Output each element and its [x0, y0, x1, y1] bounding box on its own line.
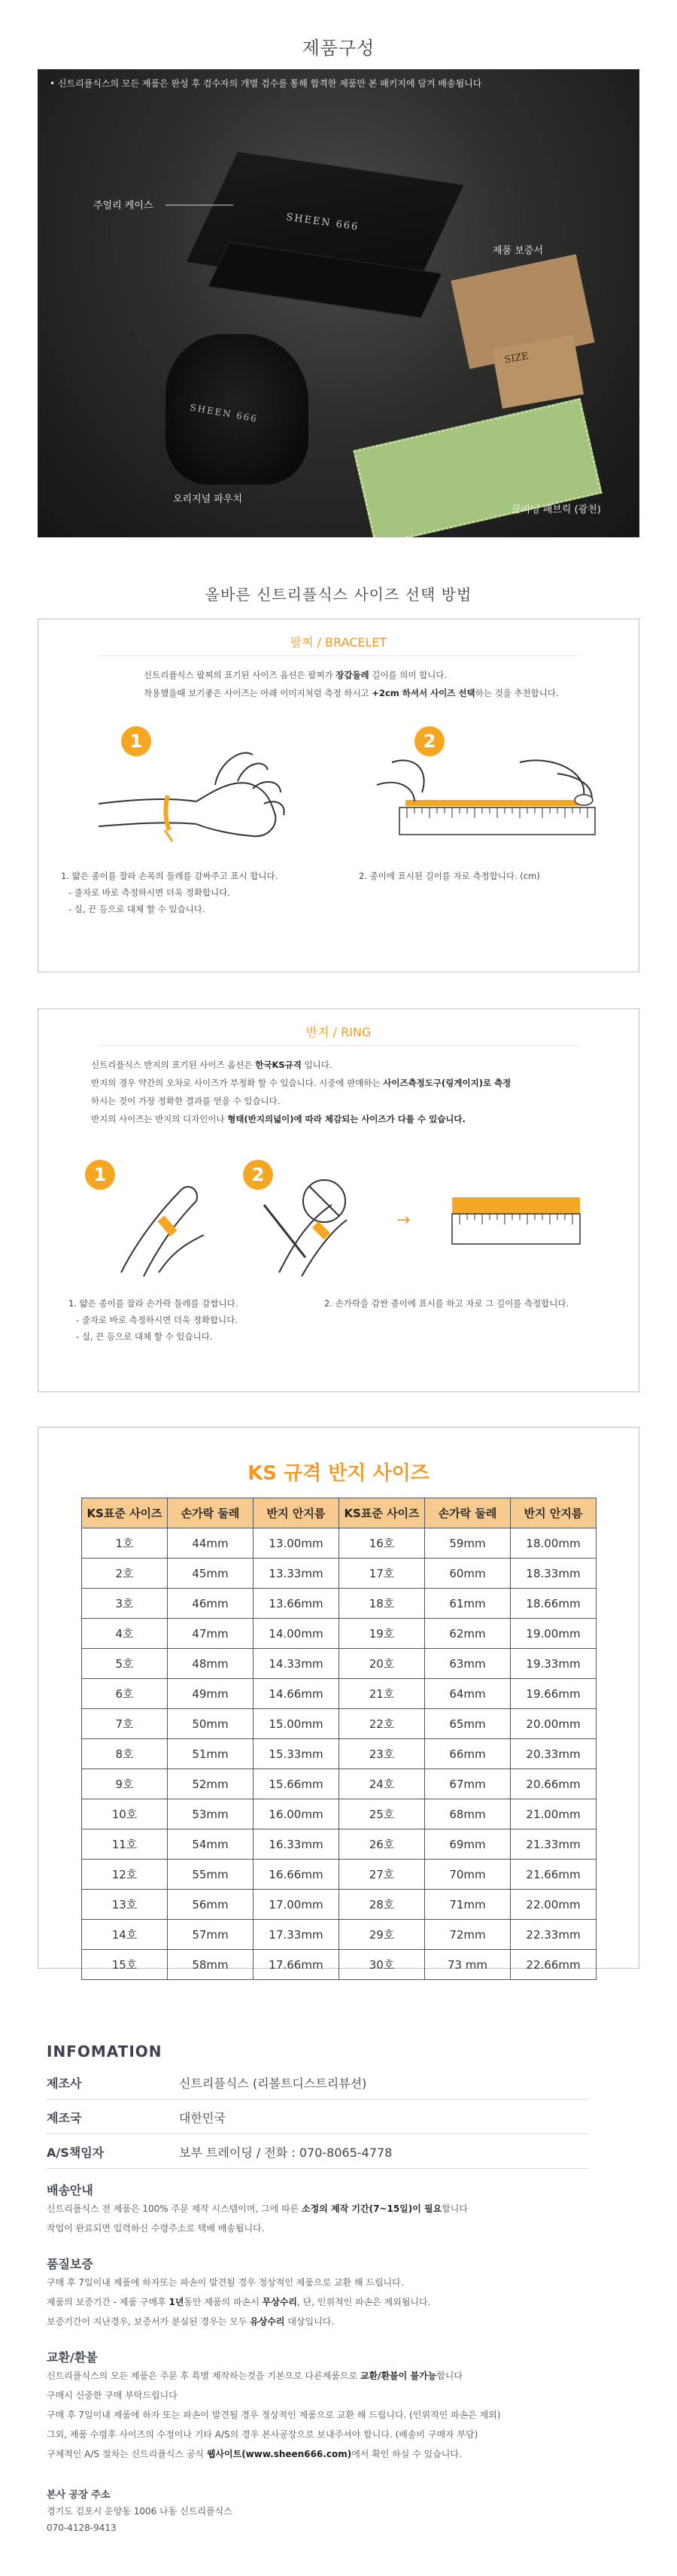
table-cell: 20.33mm [511, 1739, 597, 1769]
text-bold: 유상수리 [250, 2316, 285, 2327]
table-cell: 66mm [425, 1739, 511, 1769]
table-cell: 4호 [82, 1619, 168, 1649]
text: 하는 것을 추천합니다. [475, 688, 559, 698]
table-cell: 45mm [168, 1559, 253, 1589]
callout-warranty: 제품 보증서 [493, 245, 543, 257]
text: 길이를 의미 합니다. [369, 670, 448, 680]
text: - 실, 끈 등으로 대체 할 수 있습니다. [76, 1331, 213, 1342]
shipping-body [47, 2199, 618, 2238]
table-cell: 15.66mm [253, 1769, 339, 1799]
table-row [82, 1890, 597, 1920]
table-row [82, 1829, 597, 1860]
table-cell: 17.66mm [253, 1950, 339, 1980]
table-cell: 19호 [339, 1619, 425, 1649]
exchange-title: 교환/환불 [47, 2350, 98, 2365]
table-cell: 15.33mm [253, 1739, 339, 1769]
ring-heading: 반지 / RING [305, 1025, 372, 1039]
table-cell: 67mm [425, 1769, 511, 1799]
pouch-logo: SHEEN 666 [189, 402, 259, 424]
table-cell: 46mm [168, 1589, 253, 1619]
arrow-icon: → [396, 1211, 411, 1230]
quality-title: 품질보증 [47, 2257, 93, 2271]
table-cell: 10호 [82, 1799, 168, 1829]
wrist-illustration [83, 732, 309, 853]
composition-notice: • 신트리플식스의 모든 제품은 완성 후 검수자의 개별 검수를 통해 합격한 제품만 본 패키지에 담겨 배송됩니다 [50, 78, 482, 89]
paper-ruler-illustration [445, 1182, 595, 1258]
ring-intro [91, 1056, 618, 1128]
text: 1. 얇은 종이를 잘라 손가락 둘레를 감쌉니다. [68, 1298, 238, 1309]
text: 하시는 것이 가장 정확한 결과를 얻을 수 있습니다. [91, 1096, 281, 1106]
table-cell: 3호 [82, 1589, 168, 1619]
table-cell: 26호 [339, 1829, 425, 1860]
text-bold: 웹사이트(www.sheen666.com) [206, 2449, 352, 2459]
case-logo: SHEEN 666 [285, 211, 360, 233]
info-value: 보부 트레이딩 / 전화 : 070-8065-4778 [179, 2146, 393, 2160]
table-cell: 18.33mm [511, 1559, 597, 1589]
table-cell: 55mm [168, 1860, 253, 1890]
bracelet-heading: 팔찌 / BRACELET [290, 635, 387, 649]
information-section [47, 2042, 633, 2533]
table-row [82, 1528, 597, 1559]
table-cell: 23호 [339, 1739, 425, 1769]
table-cell: 19.66mm [511, 1679, 597, 1709]
table-cell: 15호 [82, 1950, 168, 1980]
text: 신트리플식스 전 제품은 100% 주문 제작 시스템이며, 그에 따른 [47, 2203, 302, 2214]
table-cell: 47mm [168, 1619, 253, 1649]
table-cell: 61mm [425, 1589, 511, 1619]
text: 착용했을때 보기좋은 사이즈는 아래 이미지처럼 측정 하시고 [144, 688, 372, 698]
table-cell: 20호 [339, 1649, 425, 1679]
table-row [82, 1709, 597, 1739]
table-cell: 21.66mm [511, 1860, 597, 1890]
composition-title: 제품구성 [302, 38, 375, 59]
table-cell: 72mm [425, 1920, 511, 1950]
table-cell: 65mm [425, 1709, 511, 1739]
table-cell: 22.66mm [511, 1950, 597, 1980]
table-cell: 59mm [425, 1528, 511, 1559]
size-card-text: SIZE [503, 350, 530, 366]
text: , 단, 인위적인 파손은 제외됩니다. [297, 2297, 431, 2307]
table-cell: 16.00mm [253, 1799, 339, 1829]
table-row [82, 1619, 597, 1649]
table-cell: 2호 [82, 1559, 168, 1589]
text: 1. 얇은 종이를 잘라 손목의 둘레를 감싸주고 표시 합니다. [61, 871, 278, 881]
table-cell: 16.33mm [253, 1829, 339, 1860]
table-cell: 22.33mm [511, 1920, 597, 1950]
column-header: KS표준 사이즈 [339, 1498, 425, 1528]
shipping-title: 배송안내 [47, 2183, 93, 2197]
text-bold: +2cm 하셔서 사이즈 선택 [372, 688, 475, 698]
table-cell: 20.00mm [511, 1709, 597, 1739]
table-cell: 73 mm [425, 1950, 511, 1980]
text: 반지의 경우 약간의 오차로 사이즈가 부정확 할 수 있습니다. 시중에 판매하는 [91, 1078, 384, 1088]
factory-body [47, 2503, 618, 2536]
table-cell: 21.33mm [511, 1829, 597, 1860]
column-header: 손가락 둘레 [425, 1498, 511, 1528]
table-cell: 14.66mm [253, 1679, 339, 1709]
callout-pouch: 오리지널 파우치 [173, 494, 243, 505]
table-row [82, 1739, 597, 1769]
ks-size-table [81, 1498, 597, 1980]
table-cell: 13.33mm [253, 1559, 339, 1589]
text: 구체적인 A/S 절차는 신트리플식스 공식 [47, 2449, 207, 2459]
table-cell: 24호 [339, 1769, 425, 1799]
table-row [82, 1920, 597, 1950]
text-bold: 1년 [168, 2297, 184, 2307]
factory-phone: 070-4128-9413 [47, 2523, 117, 2533]
table-cell: 48mm [168, 1649, 253, 1679]
table-cell: 18.00mm [511, 1528, 597, 1559]
info-label: 제조사 [47, 2076, 82, 2091]
table-cell: 52mm [168, 1769, 253, 1799]
table-cell: 15.00mm [253, 1709, 339, 1739]
text-bold: 한국KS규격 [255, 1060, 302, 1070]
table-cell: 14.00mm [253, 1619, 339, 1649]
table-cell: 6호 [82, 1679, 168, 1709]
table-cell: 49mm [168, 1679, 253, 1709]
table-cell: 21.00mm [511, 1799, 597, 1829]
table-cell: 16.66mm [253, 1860, 339, 1890]
table-row [82, 1679, 597, 1709]
table-cell: 14.33mm [253, 1649, 339, 1679]
info-row-as-manager [47, 2136, 588, 2169]
table-cell: 25호 [339, 1799, 425, 1829]
factory-address: 경기도 김포시 운양동 1006 나동 신트리플식스 [47, 2506, 232, 2517]
text: 작업이 완료되면 입력하신 수령주소로 택배 배송됩니다. [47, 2223, 265, 2234]
table-cell: 11호 [82, 1829, 168, 1860]
text: 신트리플식스의 모든 제품은 주문 후 특별 제작하는것을 기본으로 다른제품으로 [47, 2371, 360, 2381]
info-value: 신트리플식스 (리볼트디스트리뷰션) [179, 2076, 367, 2091]
text: 구매시 신중한 구매 부탁드립니다 [47, 2390, 178, 2401]
column-header: KS표준 사이즈 [82, 1498, 168, 1528]
info-label: 제조국 [47, 2111, 82, 2125]
table-cell: 69mm [425, 1829, 511, 1860]
table-cell: 68mm [425, 1799, 511, 1829]
table-cell: 28호 [339, 1890, 425, 1920]
text: 합니다 [442, 2203, 468, 2214]
ks-table-title: KS 규격 반지 사이즈 [247, 1462, 430, 1485]
text: 신트리플식스 반지의 표기된 사이즈 옵션은 [91, 1060, 256, 1070]
step-1-badge: 1 [85, 1160, 115, 1190]
table-cell: 20.66mm [511, 1769, 597, 1799]
table-cell: 21호 [339, 1679, 425, 1709]
text: 신트리플식스 팔찌의 표기된 사이즈 옵션은 팔찌가 [144, 670, 336, 680]
table-row [82, 1589, 597, 1619]
text-bold: 형태(반지의넓이)에 따라 체감되는 사이즈가 다를 수 있습니다. [227, 1114, 466, 1124]
text: 합니다 [436, 2371, 463, 2381]
text: - 줄자로 바로 측정하시면 더욱 정확합니다. [76, 1315, 238, 1325]
table-cell: 8호 [82, 1739, 168, 1769]
column-header: 손가락 둘레 [168, 1498, 253, 1528]
ring-panel [38, 1008, 639, 1392]
text: 보증기간이 지난경우, 보증서가 분실된 경우는 모두 [47, 2316, 250, 2327]
table-cell: 62mm [425, 1619, 511, 1649]
table-header-row [82, 1498, 597, 1528]
table-row [82, 1950, 597, 1980]
factory-title: 본사 공장 주소 [47, 2489, 111, 2501]
text-bold: 소정의 제작 기간(7~15일)이 필요 [302, 2203, 442, 2214]
divider [99, 1045, 578, 1046]
table-cell: 1호 [82, 1528, 168, 1559]
table-cell: 18.66mm [511, 1589, 597, 1619]
text: 제품의 보증기간 - 제품 구매후 [47, 2297, 169, 2307]
info-value: 대한민국 [179, 2111, 226, 2125]
table-cell: 22.00mm [511, 1890, 597, 1920]
table-cell: 7호 [82, 1709, 168, 1739]
info-label: A/S책임자 [47, 2146, 105, 2160]
text: 구매 후 7일이내 제품에 하자또는 파손이 발견될 경우 정상적인 제품으로 교환 해 드립니다. [47, 2277, 404, 2288]
table-cell: 54mm [168, 1829, 253, 1860]
text-bold: 교환/환불이 불가능 [360, 2371, 437, 2381]
table-cell: 17.00mm [253, 1890, 339, 1920]
text: 반지의 사이즈는 반지의 디자인이나 [91, 1114, 228, 1124]
text: 구매 후 7일이내 제품에 하자 또는 파손이 발견될 경우 정상적인 제품으로 교환 해 드립니다. (인위적인 파손은 제외) [47, 2410, 501, 2420]
table-cell: 16호 [339, 1528, 425, 1559]
ruler-illustration [369, 732, 618, 853]
text: - 실, 끈 등으로 대체 할 수 있습니다. [68, 904, 205, 914]
text: 동안 제품의 파손시 [184, 2297, 263, 2307]
bracelet-step1-note [61, 868, 278, 917]
info-row-manufacturer [47, 2067, 588, 2100]
cleaning-cloth [353, 398, 602, 537]
table-cell: 57mm [168, 1920, 253, 1950]
text-bold: 장갑둘레 [335, 670, 369, 680]
table-cell: 44mm [168, 1528, 253, 1559]
column-header: 반지 안지름 [253, 1498, 339, 1528]
table-cell: 70mm [425, 1860, 511, 1890]
table-cell: 53mm [168, 1799, 253, 1829]
table-cell: 30호 [339, 1950, 425, 1980]
text: 입니다. [301, 1060, 332, 1070]
table-cell: 17호 [339, 1559, 425, 1589]
info-row-country [47, 2101, 588, 2134]
table-cell: 27호 [339, 1860, 425, 1890]
mark-illustration [234, 1160, 384, 1280]
table-cell: 56mm [168, 1890, 253, 1920]
table-cell: 5호 [82, 1649, 168, 1679]
text: 그외, 제품 수령후 사이즈의 수정이나 기타 A/S의 경우 본사공장으로 보내주셔야 합니다. (배송비 구매자 부담) [47, 2429, 478, 2440]
text-bold: 사이즈측정도구(링게이지)로 측정 [383, 1078, 512, 1088]
table-cell: 12호 [82, 1860, 168, 1890]
bracelet-panel [38, 619, 639, 972]
bracelet-step2-note: 2. 종이에 표시된 길이를 자로 측정합니다. (cm) [359, 871, 540, 881]
divider [99, 655, 578, 656]
table-row [82, 1860, 597, 1890]
callout-cloth: 클리닝 패브릭 (광천) [512, 504, 601, 516]
text-bold: 무상수리 [262, 2297, 298, 2307]
table-cell: 17.33mm [253, 1920, 339, 1950]
table-cell: 64mm [425, 1679, 511, 1709]
package-photo [38, 69, 639, 537]
callout-jewelry-case: 주얼리 케이스 [93, 200, 153, 211]
table-cell: 19.00mm [511, 1619, 597, 1649]
table-cell: 58mm [168, 1950, 253, 1980]
table-cell: 22호 [339, 1709, 425, 1739]
table-row [82, 1769, 597, 1799]
ring-step1-note [68, 1295, 238, 1345]
table-row [82, 1559, 597, 1589]
table-cell: 14호 [82, 1920, 168, 1950]
text: - 줄자로 바로 측정하시면 더욱 정확합니다. [68, 887, 230, 898]
table-cell: 13.00mm [253, 1528, 339, 1559]
table-cell: 51mm [168, 1739, 253, 1769]
step-2-badge: 2 [243, 1160, 273, 1190]
table-body [82, 1528, 597, 1980]
bracelet-intro [144, 666, 565, 702]
exchange-body [47, 2366, 618, 2464]
step-1-badge: 1 [121, 726, 151, 756]
table-row [82, 1799, 597, 1829]
table-cell: 18호 [339, 1589, 425, 1619]
table-cell: 13호 [82, 1890, 168, 1920]
table-cell: 60mm [425, 1559, 511, 1589]
table-cell: 9호 [82, 1769, 168, 1799]
table-cell: 71mm [425, 1890, 511, 1920]
text: 대상입니다. [284, 2316, 335, 2327]
table-cell: 13.66mm [253, 1589, 339, 1619]
ring-step2-note: 2. 손가락을 감싼 종이에 표시를 하고 자로 그 길이를 측정합니다. [324, 1298, 569, 1309]
quality-body [47, 2273, 618, 2331]
text: 에서 확인 하실 수 있습니다. [351, 2449, 462, 2459]
size-guide-title: 올바른 신트리플식스 사이즈 선택 방법 [205, 585, 472, 604]
finger-illustration [83, 1160, 234, 1280]
info-title: INFOMATION [47, 2042, 162, 2060]
column-header: 반지 안지름 [511, 1498, 597, 1528]
table-cell: 19.33mm [511, 1649, 597, 1679]
step-2-badge: 2 [414, 726, 445, 756]
table-row [82, 1649, 597, 1679]
table-cell: 29호 [339, 1920, 425, 1950]
table-cell: 50mm [168, 1709, 253, 1739]
table-cell: 63mm [425, 1649, 511, 1679]
